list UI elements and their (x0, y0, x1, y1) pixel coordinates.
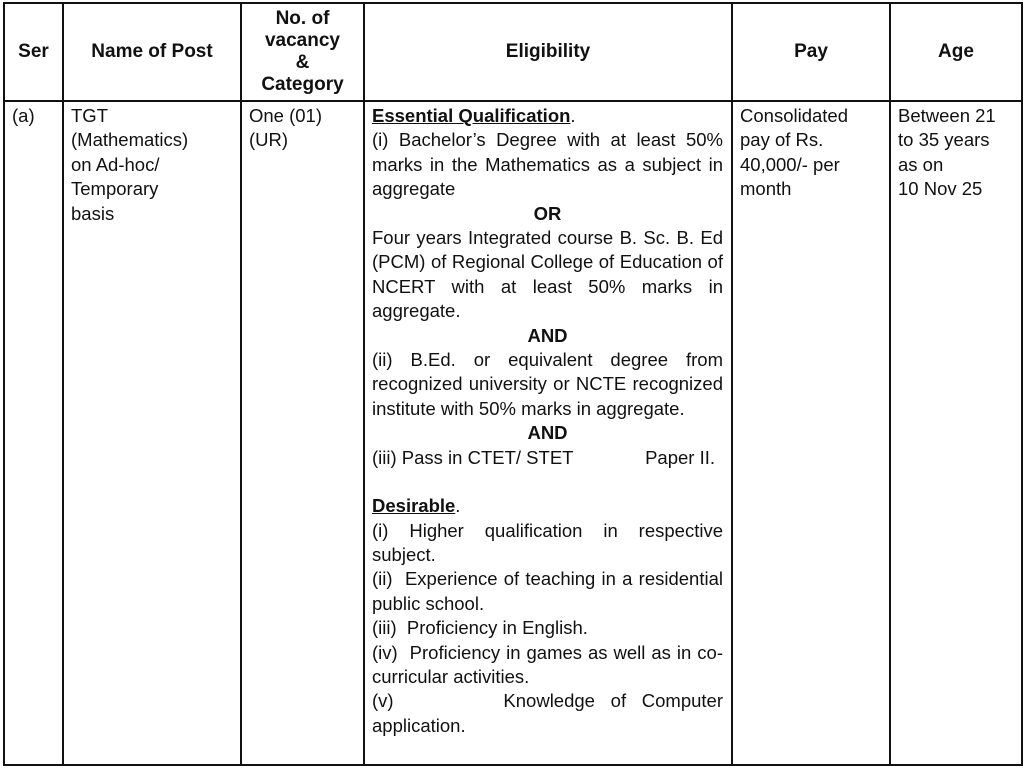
essential-item-1: (i) Bachelor’s Degree with at least 50% marks in the Mathematics as a subject in aggregate (372, 129, 723, 200)
header-row (4, 3, 1022, 101)
cell-eligibility (364, 101, 732, 765)
post-line: TGT (71, 105, 108, 126)
essential-item-3-right: Paper II. (645, 446, 715, 468)
essential-qualification-heading (372, 104, 723, 128)
vacancy-line: (UR) (249, 129, 289, 151)
essential-heading-text: Essential Qualification (372, 105, 571, 126)
vacancy-value (242, 102, 363, 153)
header-ser: Ser (4, 3, 63, 101)
desirable-heading-text: Desirable (372, 495, 456, 517)
pay-value (733, 102, 889, 202)
post-line: basis (71, 202, 115, 224)
age-line: 10 Nov 25 (898, 178, 983, 200)
header-vacancy-line: & (295, 52, 310, 73)
desirable-item: (v) Knowledge of Computer application. (372, 690, 729, 736)
or-separator: OR (533, 202, 562, 224)
header-vacancy-category (241, 3, 364, 101)
vacancy-line: One (01) (249, 105, 323, 126)
essential-item-1-alternative: Four years Integrated course B. Sc. B. Ed (PCM) of Regional College of Education of NCERT with at least 50% marks in aggregate. (372, 227, 723, 322)
desirable-item: (iv) Proficiency in games as well as in co-curricular activities. (372, 641, 723, 687)
header-vacancy-line: No. of (275, 8, 330, 29)
desirable-item: (ii) Experience of teaching in a residential public school. (372, 568, 729, 614)
pay-line: pay of Rs. (740, 129, 824, 151)
post-line: (Mathematics) (71, 129, 189, 151)
desirable-item: (i) Higher qualification in respective subject. (372, 519, 723, 565)
pay-line: Consolidated (740, 105, 848, 126)
and-separator-2: AND (527, 422, 568, 444)
cell-ser (4, 101, 63, 765)
cell-vacancy (241, 101, 364, 765)
and-separator-1: AND (527, 324, 568, 346)
age-line: Between 21 (898, 105, 996, 126)
header-vacancy-line: Category (261, 74, 344, 95)
post-line: on Ad-hoc/ (71, 153, 160, 175)
spacer (372, 470, 723, 494)
header-pay: Pay (732, 3, 890, 101)
post-value (64, 102, 240, 226)
age-value (891, 102, 1021, 202)
essential-item-3-left: (iii) Pass in CTET/ STET (372, 446, 574, 468)
essential-item-2: (ii) B.Ed. or equivalent degree from recognized university or NCTE recognized institute with 50% marks in aggregate. (372, 349, 723, 419)
eligibility-content (365, 102, 731, 738)
post-line: Temporary (71, 178, 159, 200)
header-vacancy-line: vacancy (264, 30, 340, 51)
age-line: to 35 years (898, 129, 990, 151)
age-line: as on (898, 153, 944, 175)
cell-post (63, 101, 241, 765)
header-name-of-post: Name of Post (63, 3, 241, 101)
essential-item-3 (372, 446, 723, 470)
desirable-heading-suffix: . (455, 495, 461, 517)
ser-value: (a) (12, 105, 35, 126)
vacancy-table (3, 2, 1023, 766)
pay-line: month (740, 178, 792, 200)
desirable-item: (iii) Proficiency in English. (372, 617, 588, 639)
table-row (4, 101, 1022, 765)
cell-pay (732, 101, 890, 765)
essential-heading-suffix: . (570, 105, 576, 126)
desirable-heading (372, 494, 723, 518)
pay-line: 40,000/- per (740, 153, 840, 175)
header-eligibility: Eligibility (364, 3, 732, 101)
header-age: Age (890, 3, 1022, 101)
cell-age (890, 101, 1022, 765)
